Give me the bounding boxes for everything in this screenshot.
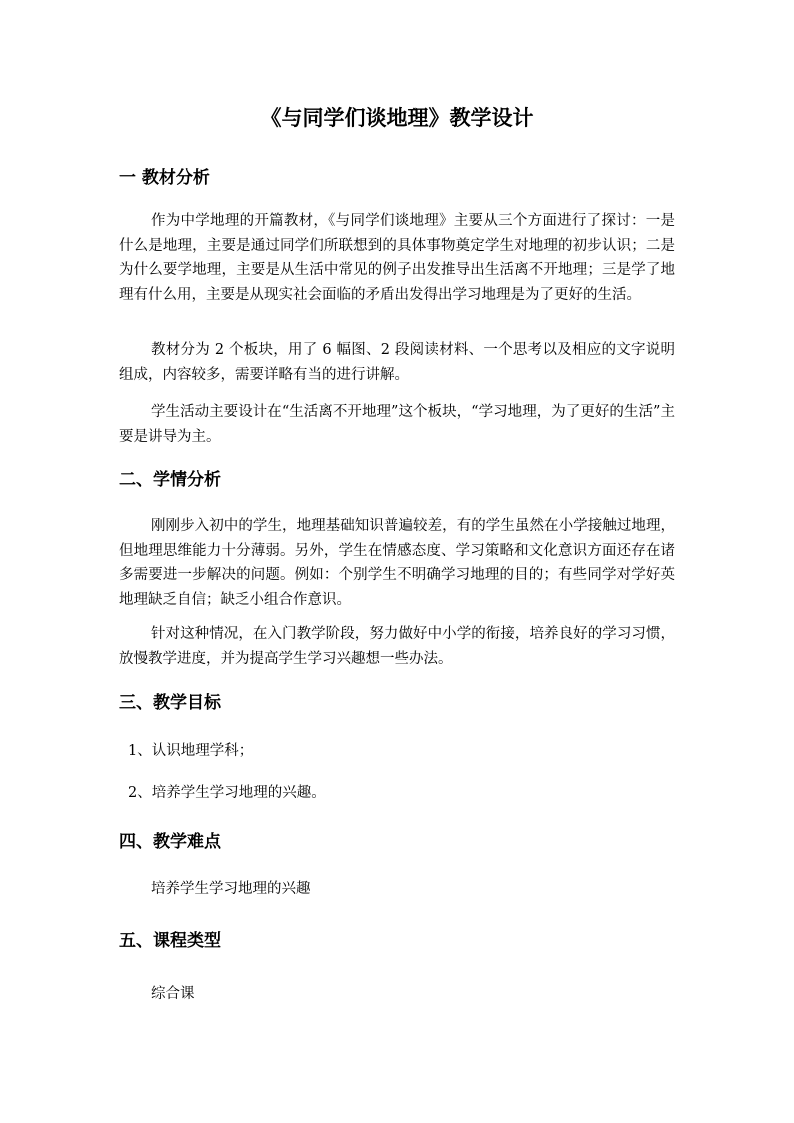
- document-title: 《与同学们谈地理》教学设计: [260, 105, 534, 130]
- paragraph-textbook-structure: 教材分为 2 个板块，用了 6 幅图、2 段阅读材料、一个思考以及相应的文字说明组成，内容较多，需要详略有当的进行讲解。: [119, 342, 675, 383]
- paragraph-student-activities: 学生活动主要设计在“生活离不开地理”这个板块，“学习地理，为了更好的生活”主要是讲导为主。: [119, 404, 675, 445]
- paragraph-learner-situation: 刚刚步入初中的学生，地理基础知识普遍较差，有的学生虽然在小学接触过地理，但地理思维能力十分薄弱。另外，学生在情感态度、学习策略和文化意识方面还存在诸多需要进一步解决的问题。例如：个别学生不明确学习地理的目的；有些同学对学好英地理缺乏自信；缺乏小组合作意识。: [119, 518, 675, 608]
- section-heading-teaching-goals: 三、教学目标: [119, 693, 221, 713]
- course-type-text: 综合课: [151, 986, 195, 1002]
- paragraph-teaching-response: 针对这种情况，在入门教学阶段，努力做好中小学的衔接，培养良好的学习习惯，放慢教学进度，并为提高学生学习兴趣想一些办法。: [119, 626, 675, 667]
- goal-item: 2、培养学生学习地理的兴趣。: [128, 785, 326, 801]
- teaching-difficulty-text: 培养学生学习地理的兴趣: [151, 881, 311, 897]
- section-heading-learner-analysis: 二、学情分析: [119, 470, 221, 490]
- section-heading-course-type: 五、课程类型: [119, 931, 221, 951]
- paragraph-textbook-overview: 作为中学地理的开篇教材，《与同学们谈地理》主要从三个方面进行了探讨：一是什么是地理，主要是通过同学们所联想到的具体事物奠定学生对地理的初步认识；二是为什么要学地理，主要是从生活中常见的例子出发推导出生活离不开地理；三是学了地理有什么用，主要是从现实社会面临的矛盾出发得出学习地理是为了更好的生活。: [119, 213, 675, 303]
- section-heading-teaching-difficulty: 四、教学难点: [119, 832, 221, 852]
- section-heading-textbook-analysis: 一 教材分析: [119, 168, 210, 188]
- goal-item: 1、认识地理学科；: [128, 743, 254, 759]
